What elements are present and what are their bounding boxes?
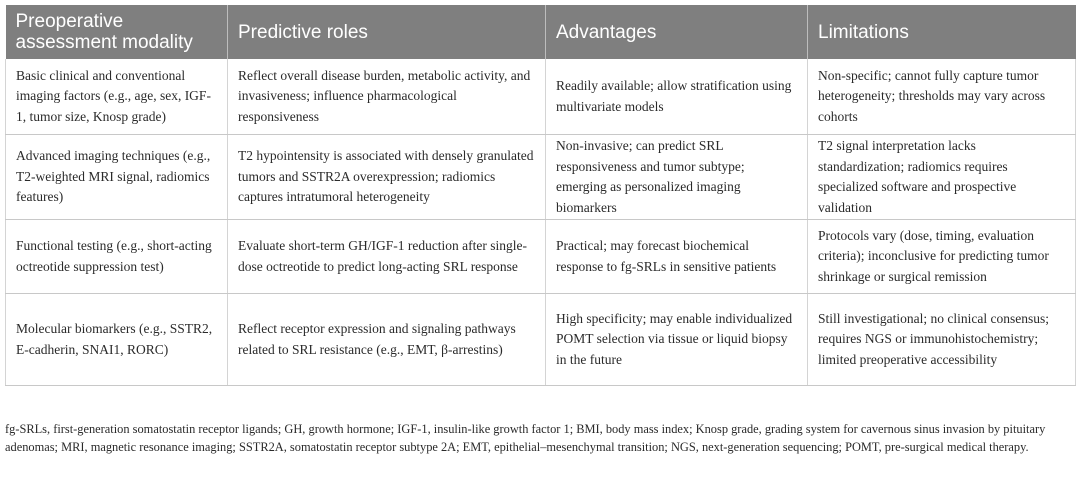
table-cell-limitations: Protocols vary (dose, timing, evaluation criteria); inconclusive for predicting tumor shrinkage or surgical remission	[808, 220, 1076, 294]
header-cell-advantages: Advantages	[546, 5, 808, 59]
comparison-table-container	[5, 5, 1075, 386]
table-row	[6, 294, 1076, 386]
table-cell-predictive-roles: Reflect receptor expression and signaling pathways related to SRL resistance (e.g., EMT, β-arrestins)	[228, 294, 546, 386]
header-cell-modality: Preoperative assessment modality	[6, 5, 228, 59]
table-cell-advantages: High specificity; may enable individualized POMT selection via tissue or liquid biopsy in the future	[546, 294, 808, 386]
table-row	[6, 59, 1076, 135]
table-cell-modality: Advanced imaging techniques (e.g., T2-weighted MRI signal, radiomics features)	[6, 135, 228, 220]
table-cell-predictive-roles: T2 hypointensity is associated with densely granulated tumors and SSTR2A overexpression; radiomics captures intratumoral heterogeneity	[228, 135, 546, 220]
table-cell-predictive-roles: Evaluate short-term GH/IGF-1 reduction after single-dose octreotide to predict long-acting SRL response	[228, 220, 546, 294]
table-cell-limitations: Still investigational; no clinical consensus; requires NGS or immunohistochemistry; limited preoperative accessibility	[808, 294, 1076, 386]
table-cell-advantages: Readily available; allow stratification using multivariate models	[546, 59, 808, 135]
header-cell-limitations: Limitations	[808, 5, 1076, 59]
table-body	[6, 59, 1076, 386]
table-cell-modality: Basic clinical and conventional imaging factors (e.g., age, sex, IGF-1, tumor size, Knosp grade)	[6, 59, 228, 135]
table-row	[6, 220, 1076, 294]
table-cell-advantages: Practical; may forecast biochemical response to fg-SRLs in sensitive patients	[546, 220, 808, 294]
header-row	[6, 5, 1076, 59]
table-cell-predictive-roles: Reflect overall disease burden, metabolic activity, and invasiveness; influence pharmacological responsiveness	[228, 59, 546, 135]
table-cell-limitations: Non-specific; cannot fully capture tumor heterogeneity; thresholds may vary across cohorts	[808, 59, 1076, 135]
table-header	[6, 5, 1076, 59]
preoperative-assessment-table	[5, 5, 1076, 386]
table-cell-modality: Molecular biomarkers (e.g., SSTR2, E-cadherin, SNAI1, RORC)	[6, 294, 228, 386]
table-cell-limitations: T2 signal interpretation lacks standardization; radiomics requires specialized software and prospective validation	[808, 135, 1076, 220]
table-cell-modality: Functional testing (e.g., short-acting octreotide suppression test)	[6, 220, 228, 294]
table-footnote: fg-SRLs, first-generation somatostatin receptor ligands; GH, growth hormone; IGF-1, insulin-like growth factor 1; BMI, body mass index; Knosp grade, grading system for cavernous sinus invasion by pituitary adenomas; MRI, magnetic resonance imaging; SSTR2A, somatostatin receptor subtype 2A; EMT, epithelial–mesenchymal transition; NGS, next-generation sequencing; POMT, pre-surgical medical therapy.	[5, 422, 1046, 454]
table-cell-advantages: Non-invasive; can predict SRL responsiveness and tumor subtype; emerging as personalized imaging biomarkers	[546, 135, 808, 220]
table-row	[6, 135, 1076, 220]
header-cell-predictive-roles: Predictive roles	[228, 5, 546, 59]
